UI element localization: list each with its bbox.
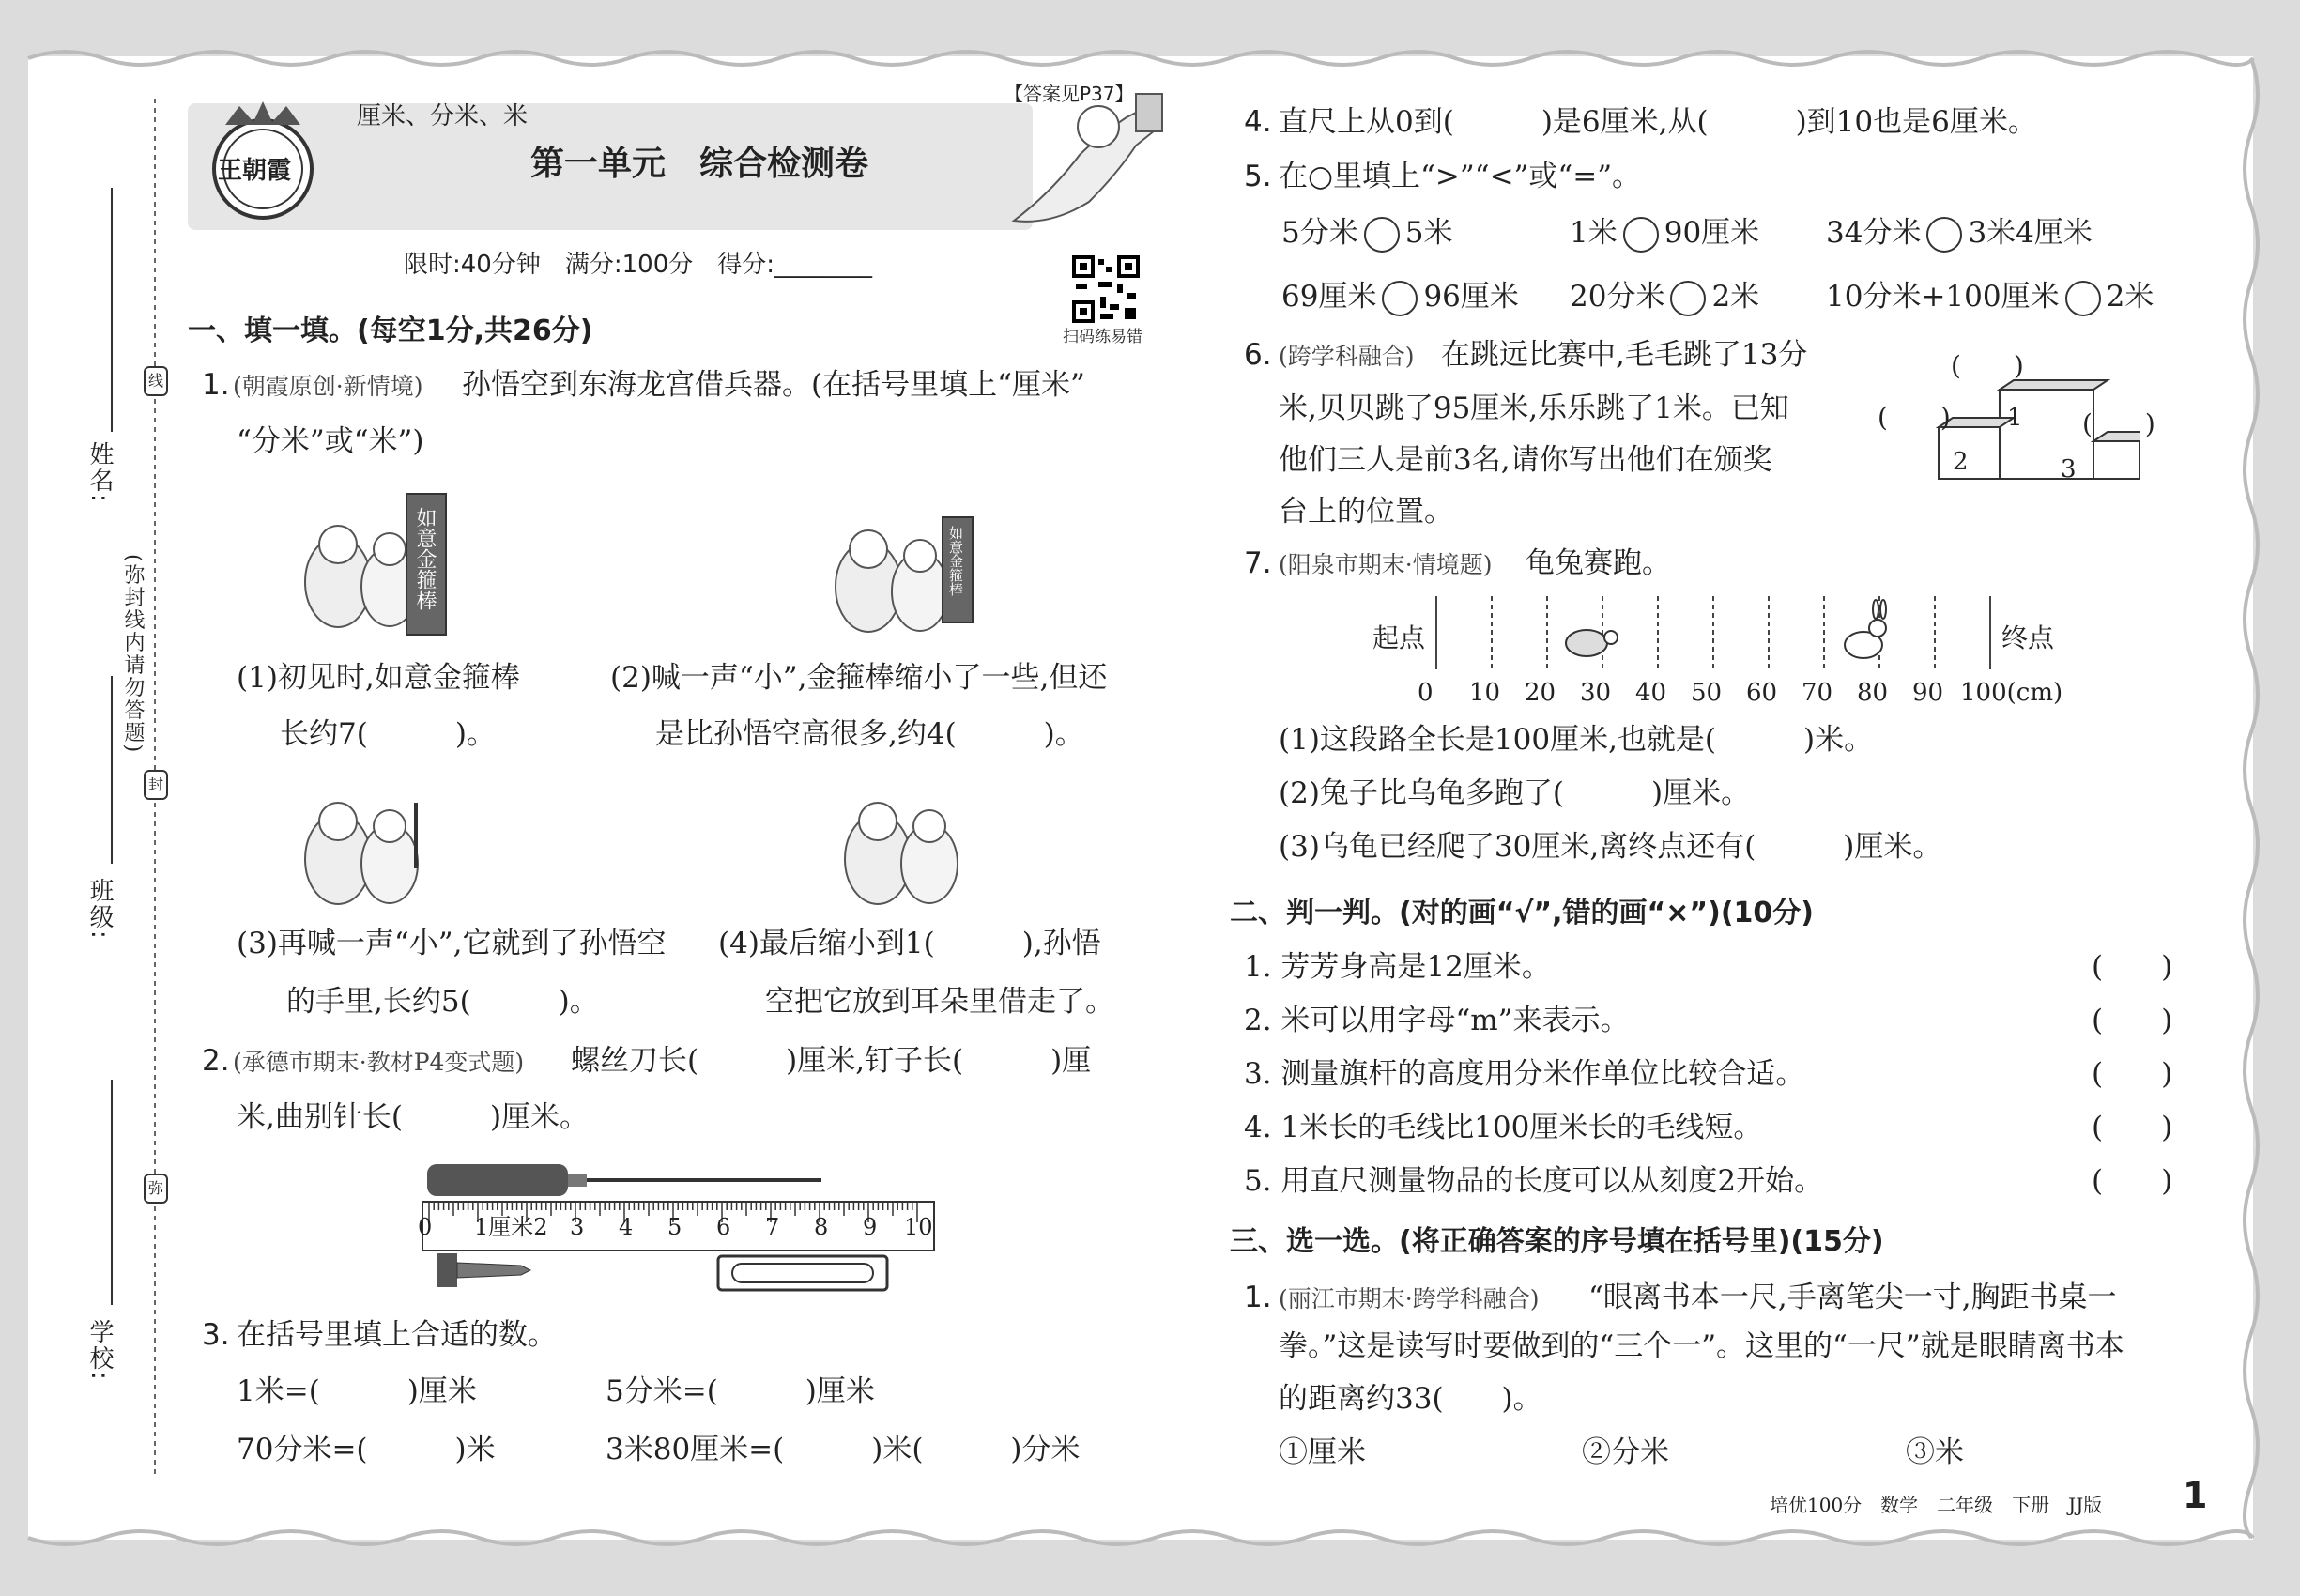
judge-item-3: 3. 测量旗杆的高度用分米作单位比较合适。 xyxy=(1244,1057,1805,1091)
track-tick-60: 60 xyxy=(1746,679,1778,707)
cartoon-illustration xyxy=(995,80,1173,230)
q6-line3: 他们三人是前3名,请你写出他们在颁奖 xyxy=(1279,443,1772,477)
judge-blank-4[interactable]: ( ) xyxy=(2092,1111,2173,1144)
q5-text: 在○里填上“>”“<”或“=”。 xyxy=(1279,160,1642,193)
ruler-label-4: 4 xyxy=(619,1214,634,1240)
q6-tag: (跨学科融合) xyxy=(1279,343,1415,370)
compare-circle[interactable] xyxy=(1382,281,1418,316)
track-tick-50: 50 xyxy=(1691,679,1723,707)
q5-item-1 xyxy=(1281,214,1452,253)
q2-number: 2. xyxy=(202,1044,230,1078)
name-line xyxy=(111,188,113,432)
q5-item-2-left: 1米 xyxy=(1570,216,1618,250)
q1-number: 1. xyxy=(202,368,230,402)
q5-item-5-left: 20分米 xyxy=(1570,280,1665,314)
choose-option-2[interactable]: ②分米 xyxy=(1582,1435,1669,1469)
race-track xyxy=(1427,596,2009,671)
q4-text: 直尺上从0到( )是6厘米,从( )到10也是6厘米。 xyxy=(1279,105,2037,139)
podium-blank-3[interactable]: ( ) xyxy=(2082,408,2155,439)
marker-mi: 弥 xyxy=(144,1174,168,1204)
end-label: 终点 xyxy=(2001,622,2055,653)
ruler-label-5: 5 xyxy=(667,1214,682,1240)
class-line xyxy=(111,676,113,864)
name-label: 姓名: xyxy=(85,441,114,504)
choose-line1: “眼离书本一尺,手离笔尖一寸,胸距书桌一 xyxy=(1588,1281,2117,1314)
ruler-labels xyxy=(418,1214,943,1242)
track-tick-70: 70 xyxy=(1802,679,1833,707)
ruler-label-3: 3 xyxy=(570,1214,585,1240)
ruler-label-1: 1厘米2 xyxy=(474,1214,548,1240)
q5-item-1-right: 5米 xyxy=(1404,216,1453,250)
q3-row1a: 1米=( )厘米 xyxy=(237,1374,477,1408)
q7-number: 7. xyxy=(1244,546,1272,580)
logo-text: 王朝霞 xyxy=(218,157,292,185)
judge-item-1: 1. 芳芳身高是12厘米。 xyxy=(1244,950,1551,984)
judge-item-5: 5. 用直尺测量物品的长度可以从刻度2开始。 xyxy=(1244,1164,1824,1198)
q5-item-6-left: 10分米+100厘米 xyxy=(1826,280,2060,314)
q1-p4-line1: (4)最后缩小到1( ),孙悟 xyxy=(718,927,1101,960)
ruler-label-6: 6 xyxy=(716,1214,731,1240)
q3-row1b: 5分米=( )厘米 xyxy=(606,1374,875,1408)
judge-blank-2[interactable]: ( ) xyxy=(2092,1004,2173,1037)
q5-item-2-right: 90厘米 xyxy=(1664,216,1760,250)
q4-number: 4. xyxy=(1244,105,1272,139)
answer-ref: 【答案见P37】 xyxy=(1004,83,1134,105)
marker-seal: 封 xyxy=(144,770,168,800)
choose-line2: 拳。”这是读写时要做到的“三个一”。这里的“一尺”就是眼睛离书本 xyxy=(1279,1329,2124,1363)
wukong-illustration-3 xyxy=(296,775,465,911)
q5-item-1-left: 5分米 xyxy=(1281,216,1358,250)
choose-number: 1. xyxy=(1244,1281,1272,1314)
wukong-illustration-4 xyxy=(836,775,1004,911)
q5-item-3 xyxy=(1826,214,2093,253)
q5-item-4 xyxy=(1281,278,1519,316)
q1-p1-line1: (1)初见时,如意金箍棒 xyxy=(237,661,520,695)
track-tick-30: 30 xyxy=(1580,679,1612,707)
track-tick-40: 40 xyxy=(1635,679,1667,707)
q5-item-4-left: 69厘米 xyxy=(1281,280,1377,314)
podium-blank-2[interactable]: ( ) xyxy=(1878,402,1951,433)
q6-line1: 在跳远比赛中,毛毛跳了13分 xyxy=(1441,338,1808,372)
ruler-label-7: 7 xyxy=(765,1214,780,1240)
page-number: 1 xyxy=(2183,1475,2208,1516)
q6-number: 6. xyxy=(1244,338,1272,372)
choose-line3: 的距离约33( )。 xyxy=(1279,1382,1542,1416)
staff-medium-label: 如意金箍棒 xyxy=(947,526,964,596)
q7-tag: (阳泉市期末·情境题) xyxy=(1279,551,1493,578)
q2-line1: 螺丝刀长( )厘米,钉子长( )厘 xyxy=(571,1044,1092,1078)
q3-text: 在括号里填上合适的数。 xyxy=(237,1318,557,1352)
q5-item-5-right: 2米 xyxy=(1711,280,1760,314)
seal-note: (弥封线内请勿答题) xyxy=(121,554,145,755)
compare-circle[interactable] xyxy=(1926,217,1962,253)
q1-p3-line1: (3)再喊一声“小”,它就到了孙悟空 xyxy=(237,927,667,960)
q1-p4-line2: 空把它放到耳朵里借走了。 xyxy=(765,985,1114,1019)
q5-item-3-right: 3米4厘米 xyxy=(1968,216,2093,250)
school-line xyxy=(111,1080,113,1305)
topic-label: 厘米、分米、米 xyxy=(357,102,529,130)
exam-info: 限时:40分钟 满分:100分 得分:________ xyxy=(404,251,872,279)
q5-item-5 xyxy=(1570,278,1759,316)
judge-blank-1[interactable]: ( ) xyxy=(2092,950,2173,984)
q1-line1: 孙悟空到东海龙宫借兵器。(在括号里填上“厘米” xyxy=(462,368,1085,402)
q1-p2-line1: (2)喊一声“小”,金箍棒缩小了一些,但还 xyxy=(610,661,1108,695)
track-tick-20: 20 xyxy=(1525,679,1556,707)
track-tick-100: 100(cm) xyxy=(1960,679,2063,707)
class-label: 班级: xyxy=(85,878,114,941)
ruler-label-8: 8 xyxy=(814,1214,829,1240)
q5-item-6 xyxy=(1826,278,2154,316)
q5-number: 5. xyxy=(1244,160,1272,193)
q2-tag: (承德市期末·教材P4变式题) xyxy=(233,1049,525,1076)
track-ticks xyxy=(1418,674,2093,708)
section3-title: 三、选一选。(将正确答案的序号填在括号里)(15分) xyxy=(1230,1225,1884,1258)
qr-code xyxy=(1072,255,1140,323)
q1-p1-line2: 长约7( )。 xyxy=(280,717,496,751)
q5-item-2 xyxy=(1570,214,1759,253)
track-tick-0: 0 xyxy=(1418,679,1434,707)
school-label: 学校: xyxy=(85,1319,114,1382)
ruler-label-9: 9 xyxy=(863,1214,878,1240)
page-title: 第一单元 综合检测卷 xyxy=(530,145,869,183)
q5-item-4-right: 96厘米 xyxy=(1423,280,1519,314)
q3-row2a: 70分米=( )米 xyxy=(237,1433,496,1466)
choose-tag: (丽江市期末·跨学科融合) xyxy=(1279,1285,1540,1312)
judge-blank-3[interactable]: ( ) xyxy=(2092,1057,2173,1091)
q3-number: 3. xyxy=(202,1318,230,1352)
staff-large-label: 如意金箍棒 xyxy=(413,507,437,610)
q7-sub3: (3)乌龟已经爬了30厘米,离终点还有( )厘米。 xyxy=(1279,830,1942,864)
compare-circle[interactable] xyxy=(1670,281,1706,316)
section2-title: 二、判一判。(对的画“√”,错的画“×”)(10分) xyxy=(1230,897,1815,929)
q7-text: 龟兔赛跑。 xyxy=(1526,546,1671,580)
compare-circle[interactable] xyxy=(1364,217,1400,253)
compare-circle[interactable] xyxy=(1623,217,1659,253)
q7-sub1: (1)这段路全长是100厘米,也就是( )米。 xyxy=(1279,723,1874,757)
q7-sub2: (2)兔子比乌龟多跑了( )厘米。 xyxy=(1279,776,1751,810)
section1-title: 一、填一填。(每空1分,共26分) xyxy=(188,315,593,347)
track-tick-10: 10 xyxy=(1469,679,1501,707)
marker-line: 线 xyxy=(144,366,168,396)
qr-caption: 扫码练易错 xyxy=(1063,328,1142,346)
start-label: 起点 xyxy=(1372,622,1426,653)
q1-line2: “分米”或“米”) xyxy=(237,424,424,458)
judge-blank-5[interactable]: ( ) xyxy=(2092,1164,2173,1198)
footer-text: 培优100分 数学 二年级 下册 JJ版 xyxy=(1770,1494,2103,1516)
choose-option-3[interactable]: ③米 xyxy=(1906,1435,1964,1469)
judge-item-4: 4. 1米长的毛线比100厘米长的毛线短。 xyxy=(1244,1111,1763,1144)
q1-p2-line2: 是比孙悟空高很多,约4( )。 xyxy=(655,717,1084,751)
judge-item-2: 2. 米可以用字母“m”来表示。 xyxy=(1244,1004,1630,1037)
ruler-label-0: 0 xyxy=(418,1214,433,1240)
q1-p3-line2: 的手里,长约5( )。 xyxy=(286,985,599,1019)
compare-circle[interactable] xyxy=(2065,281,2101,316)
choose-option-1[interactable]: ①厘米 xyxy=(1279,1435,1366,1469)
track-tick-90: 90 xyxy=(1912,679,1944,707)
ruler-label-10: 10 xyxy=(904,1214,933,1240)
q3-row2b: 3米80厘米=( )米( )分米 xyxy=(606,1433,1081,1466)
q5-item-6-right: 2米 xyxy=(2106,280,2154,314)
track-tick-80: 80 xyxy=(1857,679,1889,707)
q1-tag: (朝霞原创·新情境) xyxy=(233,373,423,400)
q6-line4: 台上的位置。 xyxy=(1279,495,1453,529)
q5-item-3-left: 34分米 xyxy=(1826,216,1922,250)
q2-line2: 米,曲别针长( )厘米。 xyxy=(237,1100,590,1134)
podium-3: 3 xyxy=(2061,455,2077,483)
q6-line2: 米,贝贝跳了95厘米,乐乐跳了1米。已知 xyxy=(1279,391,1789,425)
podium-1: 1 xyxy=(2007,404,2023,432)
podium-blank-1[interactable]: ( ) xyxy=(1951,350,2024,381)
podium-2: 2 xyxy=(1953,448,1969,476)
